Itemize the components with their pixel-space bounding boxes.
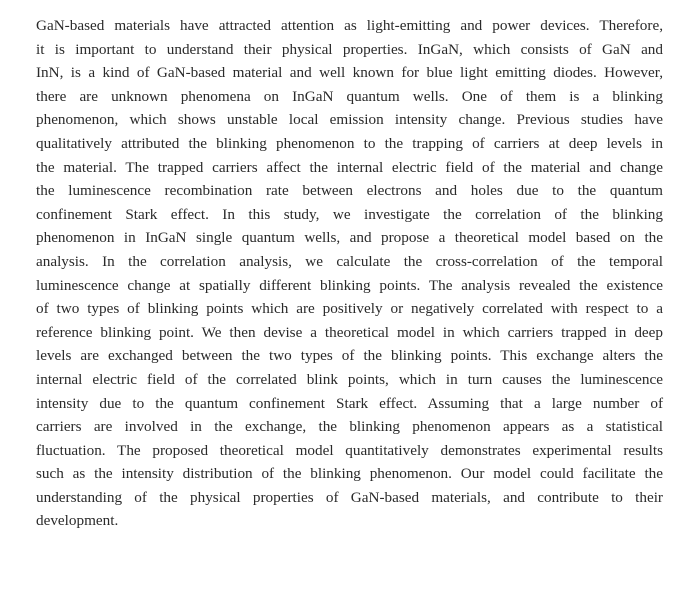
abstract-paragraph [36, 14, 663, 533]
text-line: luminescence change at spatially different blinking points. The analysis revealed the existence [36, 276, 663, 294]
text-line: of two types of blinking points which are positively or negatively correlated with respect to a [36, 300, 663, 318]
text-line: phenomenon in InGaN single quantum wells, and propose a theoretical model based on the [36, 229, 663, 247]
text-line: analysis. In the correlation analysis, we calculate the cross-correlation of the temporal [36, 252, 663, 270]
text-line: the luminescence recombination rate between electrons and holes due to the quantum [36, 182, 663, 200]
text-line: GaN-based materials have attracted attention as light-emitting and power devices. Therefore, [36, 17, 663, 34]
text-line: the material. The trapped carriers affect the internal electric field of the material and change [36, 158, 663, 176]
text-line: levels are exchanged between the two types of the blinking points. This exchange alters the [36, 347, 663, 365]
text-line: there are unknown phenomena on InGaN quantum wells. One of them is a blinking [36, 87, 663, 105]
text-line: carriers are involved in the exchange, the blinking phenomenon appears as a statistical [36, 418, 663, 436]
text-line: understanding of the physical properties of GaN-based materials, and contribute to their [36, 488, 663, 506]
text-line: InN, is a kind of GaN-based material and well known for blue light emitting diodes. However, [36, 64, 663, 82]
text-line: development. [36, 512, 119, 530]
text-line: such as the intensity distribution of the blinking phenomenon. Our model could facilitate the [36, 465, 663, 483]
text-line: intensity due to the quantum confinement Stark effect. Assuming that a large number of [36, 394, 663, 412]
text-line: fluctuation. The proposed theoretical model quantitatively demonstrates experimental results [36, 441, 663, 459]
text-line: it is important to understand their physical properties. InGaN, which consists of GaN and [36, 40, 663, 58]
text-line: qualitatively attributed the blinking phenomenon to the trapping of carriers at deep levels in [36, 134, 663, 152]
text-line: reference blinking point. We then devise a theoretical model in which carriers trapped in deep [36, 323, 663, 341]
text-line: internal electric field of the correlated blink points, which in turn causes the luminescence [36, 370, 663, 388]
text-line: phenomenon, which shows unstable local emission intensity change. Previous studies have [36, 111, 663, 129]
text-line: confinement Stark effect. In this study, we investigate the correlation of the blinking [36, 205, 663, 223]
